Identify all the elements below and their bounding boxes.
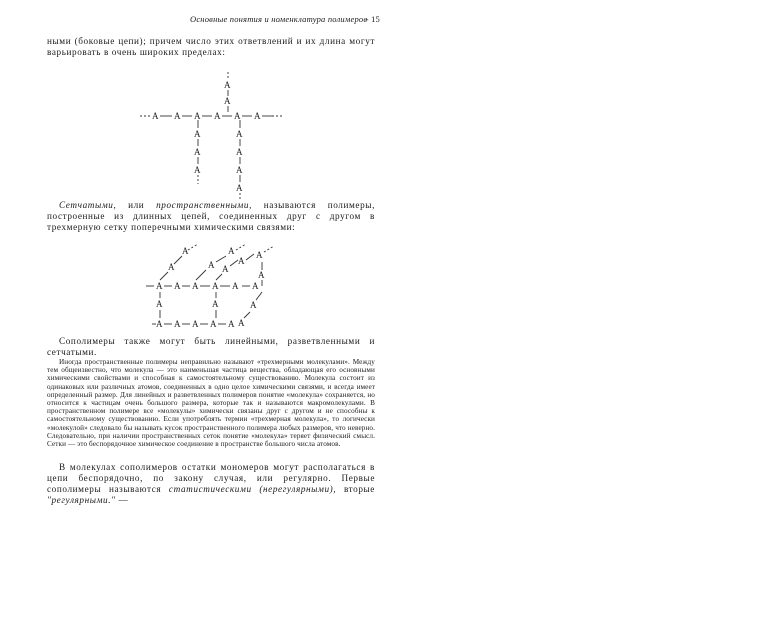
dash: —: [118, 495, 129, 505]
atom-label: A: [224, 96, 231, 106]
atom-label: A: [192, 281, 199, 291]
header-title: Основные понятия и номенклатура полимеров: [190, 14, 368, 24]
atom-label: A: [174, 281, 181, 291]
atom-label: A: [232, 281, 239, 291]
atom-label: A: [174, 111, 181, 121]
atom-label: A: [152, 111, 159, 121]
paragraph-text: Сополимеры также могут быть линейными, разветвленными и сетчатыми.: [47, 336, 375, 357]
paragraph-note: [47, 358, 375, 448]
atom-label: A: [238, 318, 245, 328]
atom-label: A: [252, 281, 259, 291]
atom-label: A: [156, 319, 163, 329]
atom-label: A: [192, 319, 199, 329]
atom-label: A: [214, 111, 221, 121]
atom-label: A: [156, 281, 163, 291]
paragraph-text: В молекулах сополимеров остатки мономеров могут располагаться в цепи беспорядочно, по закону случая, или регулярно. Первые сополимеры называются: [47, 462, 375, 494]
atom-label: A: [228, 319, 235, 329]
page-number: - 15: [365, 14, 380, 24]
atom-label: A: [194, 147, 201, 157]
atom-label: A: [194, 111, 201, 121]
atom-label: A: [168, 262, 175, 272]
paragraph-text: называются полимеры, построенные из длинных цепей, соединенных друг с другом в трехмерную сетку поперечными химическими связями:: [47, 200, 375, 232]
term-spatial: пространственными,: [156, 200, 252, 210]
atom-label: A: [236, 147, 243, 157]
paragraph-sequence: [47, 462, 375, 506]
paragraph-copolymers: [47, 336, 375, 358]
word-or: или: [128, 200, 145, 210]
atom-label: A: [238, 256, 245, 266]
term-regular: "регулярными.": [47, 495, 116, 505]
atom-label: A: [194, 129, 201, 139]
word-second: вторые: [343, 484, 375, 494]
atom-label: A: [258, 270, 265, 280]
term-network: Сетчатыми,: [59, 200, 117, 210]
atom-label: A: [224, 80, 231, 90]
atom-label: A: [250, 300, 257, 310]
atom-label: A: [222, 264, 229, 274]
atom-label: A: [236, 129, 243, 139]
atom-label: A: [212, 299, 219, 309]
atom-label: A: [234, 111, 241, 121]
term-statistical: статистическими (нерегулярными),: [168, 484, 337, 494]
atom-label: A: [228, 246, 235, 256]
atom-label: A: [156, 299, 163, 309]
atom-label: A: [174, 319, 181, 329]
atom-label: A: [208, 260, 215, 270]
atom-label: A: [212, 281, 219, 291]
paragraph-text: Иногда пространственные полимеры неправильно называют «трехмерными молекулами». Между тем общеизвестно, что молекула — это наименьшая частица вещества, обладающая его основными химическими свойствами и способная к самостоятельному существованию. Молекула состоит из одинаковых или различных атомов, соединенных в одно целое химическими связями, и всегда имеет определенный размер. Для линейных и разветвленных полимеров понятие «молекула» сохраняется, но относится к частицам очень большого размера, которые так и называются макромолекулами. В пространственном полимере все «молекулы» химически связаны друг с другом и не способны к самостоятельному существованию. Если употреблять термин «трехмерная молекула», то логически «молекулой» следовало бы называть кусок пространственного полимера любых размеров, что неверно. Следовательно, при наличии пространственных сеток понятие «молекула» теряет физический смысл. Сетки — это беспорядочное химическое соединение в пространстве большого числа атомов.: [47, 358, 375, 449]
atom-label: A: [194, 165, 201, 175]
atom-label: A: [210, 319, 217, 329]
atom-label: A: [236, 165, 243, 175]
atom-label: A: [236, 183, 243, 193]
atom-label: A: [182, 246, 189, 256]
atom-label: A: [254, 111, 261, 121]
paragraph-text: ными (боковые цепи); причем число этих ответвлений и их длина могут варьировать в очень широких пределах:: [47, 36, 375, 57]
atom-label: A: [256, 250, 263, 260]
